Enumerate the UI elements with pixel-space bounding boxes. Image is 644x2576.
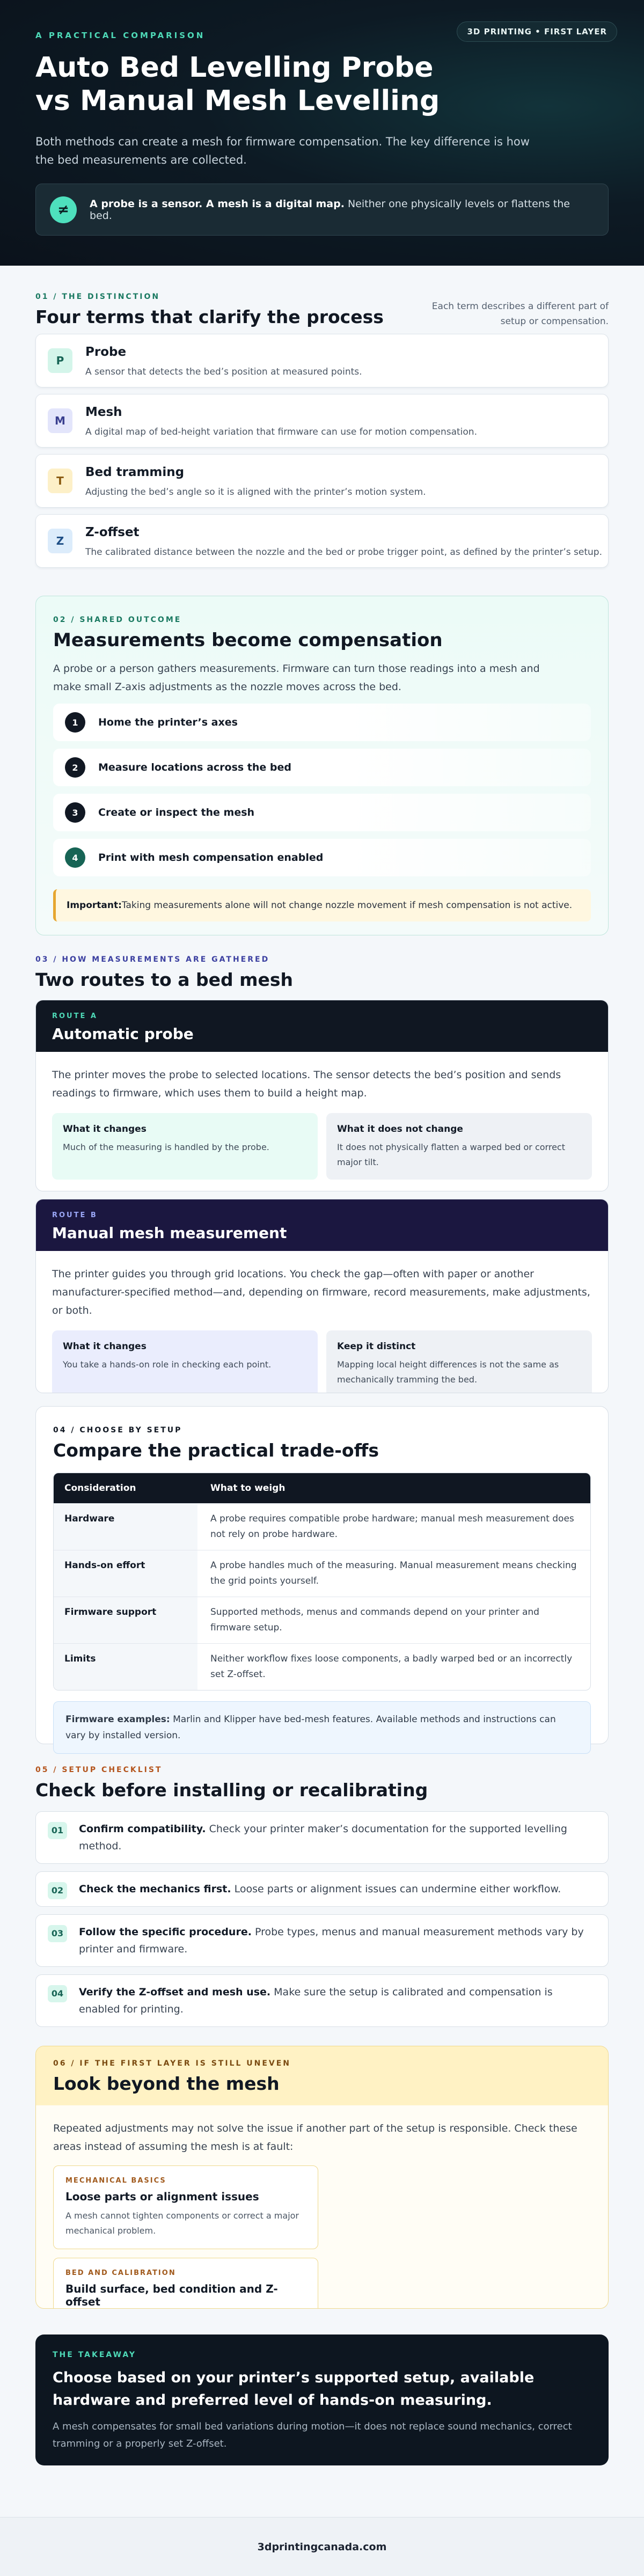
checklist-item bbox=[35, 1914, 609, 1967]
step-text: Measure locations across the bed bbox=[98, 762, 292, 773]
table-row bbox=[54, 1643, 590, 1690]
callout-rest: Neither one physically levels or flattens the bed. bbox=[90, 197, 570, 222]
hero bbox=[0, 0, 644, 266]
important-note bbox=[53, 889, 591, 921]
route-card-manual bbox=[35, 1199, 609, 1393]
section-header bbox=[36, 2046, 608, 2105]
step-number: 4 bbox=[65, 847, 85, 868]
not-equal-icon: ≠ bbox=[50, 196, 77, 223]
firmware-note bbox=[53, 1701, 591, 1754]
route-body bbox=[36, 1251, 608, 1393]
route-title: Manual mesh measurement bbox=[52, 1224, 287, 1242]
term-description: Adjusting the bed’s angle so it is aligned with the printer’s motion system. bbox=[85, 487, 426, 497]
checklist-text: Loose parts or alignment issues can undermine either workflow. bbox=[231, 1883, 561, 1895]
takeaway-desc: A mesh compensates for small bed variations during motion—it does not replace sound mechanics, correct tramming or a properly set Z-offset. bbox=[53, 2421, 572, 2449]
term-card-z-offset bbox=[35, 514, 609, 568]
card-label: MECHANICAL BASICS bbox=[65, 2177, 166, 2185]
trouble-card bbox=[53, 2258, 318, 2309]
row-value: A probe requires compatible probe hardware; manual mesh measurement does not rely on probe hardware. bbox=[210, 1513, 574, 1540]
checklist-number: 02 bbox=[48, 1882, 67, 1899]
checklist-item bbox=[35, 1871, 609, 1907]
section-tradeoffs bbox=[35, 1406, 609, 1744]
firmware-text: Marlin and Klipper have bed-mesh features. Available methods and instructions can vary by installed version. bbox=[65, 1714, 556, 1741]
section-note: Each term describes a different part of setup or compensation. bbox=[431, 301, 609, 327]
step-number: 1 bbox=[65, 712, 85, 733]
route-card-automatic bbox=[35, 1000, 609, 1191]
section-title: Check before installing or recalibrating bbox=[35, 1780, 428, 1801]
term-description: The calibrated distance between the nozzle and the bed or probe trigger point, as defined by the printer’s setup. bbox=[85, 547, 603, 558]
step-text: Home the printer’s axes bbox=[98, 716, 238, 728]
firmware-label: Firmware examples: bbox=[65, 1714, 170, 1725]
checklist-item bbox=[35, 1811, 609, 1864]
route-lead: The printer guides you through grid locations. You check the gap—often with paper or another manufacturer-specified method—and, depending on firmware, record measurements, make adjustments, or both. bbox=[52, 1268, 590, 1316]
checklist-number: 03 bbox=[48, 1925, 67, 1942]
step-item bbox=[53, 749, 591, 786]
trouble-grid bbox=[53, 2165, 591, 2309]
checklist-bold: Check the mechanics first. bbox=[79, 1883, 231, 1895]
section-lead: Repeated adjustments may not solve the issue if another part of the setup is responsible. Check these areas instead of assuming the mesh is at fault: bbox=[53, 2123, 577, 2153]
box-desc: You take a hands-on role in checking each point. bbox=[63, 1359, 272, 1370]
term-card-mesh bbox=[35, 394, 609, 448]
letter-badge: P bbox=[48, 348, 72, 373]
route-box bbox=[52, 1330, 318, 1393]
key-difference-callout bbox=[35, 184, 609, 236]
step-item bbox=[53, 839, 591, 876]
section-header bbox=[35, 292, 609, 327]
row-key: Limits bbox=[54, 1644, 197, 1690]
column-header: Consideration bbox=[64, 1483, 136, 1494]
card-label: BED AND CALIBRATION bbox=[65, 2269, 176, 2277]
term-name: Mesh bbox=[85, 405, 122, 419]
row-key: Hardware bbox=[54, 1504, 197, 1550]
step-text: Print with mesh compensation enabled bbox=[98, 852, 324, 863]
term-description: A digital map of bed-height variation that firmware can use for motion compensation. bbox=[85, 427, 477, 437]
term-name: Probe bbox=[85, 345, 127, 359]
footer-site-link[interactable]: 3dprintingcanada.com bbox=[257, 2541, 387, 2553]
callout-text bbox=[90, 198, 594, 222]
section-checklist bbox=[35, 1766, 609, 2027]
section-routes bbox=[35, 955, 609, 1393]
section-eyebrow: 05 / SETUP CHECKLIST bbox=[35, 1766, 163, 1774]
section-title: Measurements become compensation bbox=[53, 630, 443, 651]
box-title: What it does not change bbox=[337, 1124, 463, 1135]
letter-badge: M bbox=[48, 408, 72, 433]
route-box bbox=[52, 1113, 318, 1180]
checklist-bold: Confirm compatibility. bbox=[79, 1823, 206, 1835]
section-eyebrow: 02 / SHARED OUTCOME bbox=[53, 616, 182, 624]
step-text: Create or inspect the mesh bbox=[98, 807, 255, 818]
section-distinction bbox=[35, 292, 609, 568]
letter-badge: T bbox=[48, 469, 72, 493]
trouble-card bbox=[53, 2165, 318, 2249]
box-desc: It does not physically flatten a warped bed or correct major tilt. bbox=[337, 1142, 565, 1167]
row-key: Firmware support bbox=[54, 1597, 197, 1643]
route-box bbox=[326, 1330, 592, 1393]
card-title: Build surface, bed condition and Z-offset bbox=[65, 2282, 278, 2308]
checklist-item bbox=[35, 1974, 609, 2027]
checklist-bold: Follow the specific procedure. bbox=[79, 1926, 252, 1938]
route-header bbox=[36, 1199, 608, 1251]
term-description: A sensor that detects the bed’s position at measured points. bbox=[85, 367, 362, 377]
term-name: Z-offset bbox=[85, 525, 140, 539]
checklist-number: 04 bbox=[48, 1985, 67, 2002]
section-eyebrow: 04 / CHOOSE BY SETUP bbox=[53, 1426, 182, 1435]
section-shared-outcome bbox=[35, 596, 609, 935]
hero-eyebrow: A PRACTICAL COMPARISON bbox=[35, 31, 206, 40]
takeaway-panel bbox=[35, 2334, 609, 2465]
checklist-text: Make sure the setup is calibrated and compensation is enabled for printing. bbox=[79, 1986, 553, 2015]
route-box bbox=[326, 1113, 592, 1180]
box-desc: Mapping local height differences is not the same as mechanically tramming the bed. bbox=[337, 1359, 559, 1385]
route-grid bbox=[52, 1113, 592, 1180]
hero-lead: Both methods can create a mesh for firmware compensation. The key difference is how the bed measurements are collected. bbox=[35, 135, 530, 166]
section-title: Four terms that clarify the process bbox=[35, 306, 384, 327]
term-card-probe bbox=[35, 334, 609, 387]
letter-badge: Z bbox=[48, 529, 72, 553]
checklist-bold: Verify the Z-offset and mesh use. bbox=[79, 1986, 271, 1998]
section-body bbox=[36, 2105, 608, 2309]
checklist-number: 01 bbox=[48, 1822, 67, 1839]
checklist-text: Probe types, menus and manual measurement methods vary by printer and firmware. bbox=[79, 1926, 584, 1955]
route-label: ROUTE B bbox=[52, 1211, 98, 1219]
term-card-tramming bbox=[35, 454, 609, 508]
category-badge: 3D PRINTING • FIRST LAYER bbox=[457, 21, 617, 42]
row-key: Hands-on effort bbox=[54, 1550, 197, 1597]
route-body bbox=[36, 1052, 608, 1180]
takeaway-title: Choose based on your printer’s supported setup, available hardware and preferred level of hands-on measuring. bbox=[53, 2369, 535, 2409]
important-label: Important: bbox=[67, 900, 122, 911]
callout-bold: A probe is a sensor. A mesh is a digital map. bbox=[90, 197, 345, 210]
column-header: What to weigh bbox=[210, 1482, 286, 1494]
tradeoffs-table bbox=[53, 1473, 591, 1690]
box-desc: Much of the measuring is handled by the probe. bbox=[63, 1142, 269, 1152]
row-value: A probe handles much of the measuring. Manual measurement means checking the grid points yourself. bbox=[210, 1560, 577, 1586]
row-value: Neither workflow fixes loose components, a badly warped bed or an incorrectly set Z-offset. bbox=[210, 1653, 573, 1680]
route-title: Automatic probe bbox=[52, 1025, 194, 1043]
checklist-text: Check your printer maker’s documentation for the supported levelling method. bbox=[79, 1823, 567, 1852]
page-title: Auto Bed Levelling Probe vs Manual Mesh Levelling bbox=[35, 52, 440, 117]
table-header bbox=[54, 1473, 590, 1503]
step-number: 3 bbox=[65, 802, 85, 823]
important-text: Taking measurements alone will not change nozzle movement if mesh compensation is not active. bbox=[121, 900, 573, 911]
section-title: Compare the practical trade-offs bbox=[53, 1440, 379, 1461]
section-eyebrow: 06 / IF THE FIRST LAYER IS STILL UNEVEN bbox=[53, 2059, 291, 2068]
step-number: 2 bbox=[65, 757, 85, 778]
box-title: What it changes bbox=[63, 1341, 147, 1352]
term-name: Bed tramming bbox=[85, 465, 185, 479]
section-title: Two routes to a bed mesh bbox=[35, 969, 293, 990]
table-row bbox=[54, 1550, 590, 1597]
card-title: Loose parts or alignment issues bbox=[65, 2190, 259, 2203]
section-eyebrow: 01 / THE DISTINCTION bbox=[35, 292, 160, 301]
box-title: What it changes bbox=[63, 1124, 147, 1135]
card-desc: A mesh cannot tighten components or correct a major mechanical problem. bbox=[65, 2211, 299, 2236]
route-label: ROUTE A bbox=[52, 1012, 98, 1020]
section-uneven bbox=[35, 2046, 609, 2309]
route-header bbox=[36, 1000, 608, 1052]
section-lead: A probe or a person gathers measurements. Firmware can turn those readings into a mesh and make small Z-axis adjustments as the nozzle moves across the bed. bbox=[53, 663, 540, 693]
box-title: Keep it distinct bbox=[337, 1341, 416, 1352]
table-row bbox=[54, 1597, 590, 1643]
footer bbox=[0, 2517, 644, 2576]
table-row bbox=[54, 1503, 590, 1550]
step-item bbox=[53, 704, 591, 741]
section-eyebrow: 03 / HOW MEASUREMENTS ARE GATHERED bbox=[35, 955, 270, 964]
route-lead: The printer moves the probe to selected locations. The sensor detects the bed’s position and sends readings to firmware, which uses them to build a height map. bbox=[52, 1069, 561, 1099]
route-grid bbox=[52, 1330, 592, 1393]
step-item bbox=[53, 794, 591, 831]
row-value: Supported methods, menus and commands depend on your printer and firmware setup. bbox=[210, 1607, 539, 1633]
takeaway-label: THE TAKEAWAY bbox=[53, 2351, 137, 2359]
section-title: Look beyond the mesh bbox=[53, 2073, 280, 2094]
